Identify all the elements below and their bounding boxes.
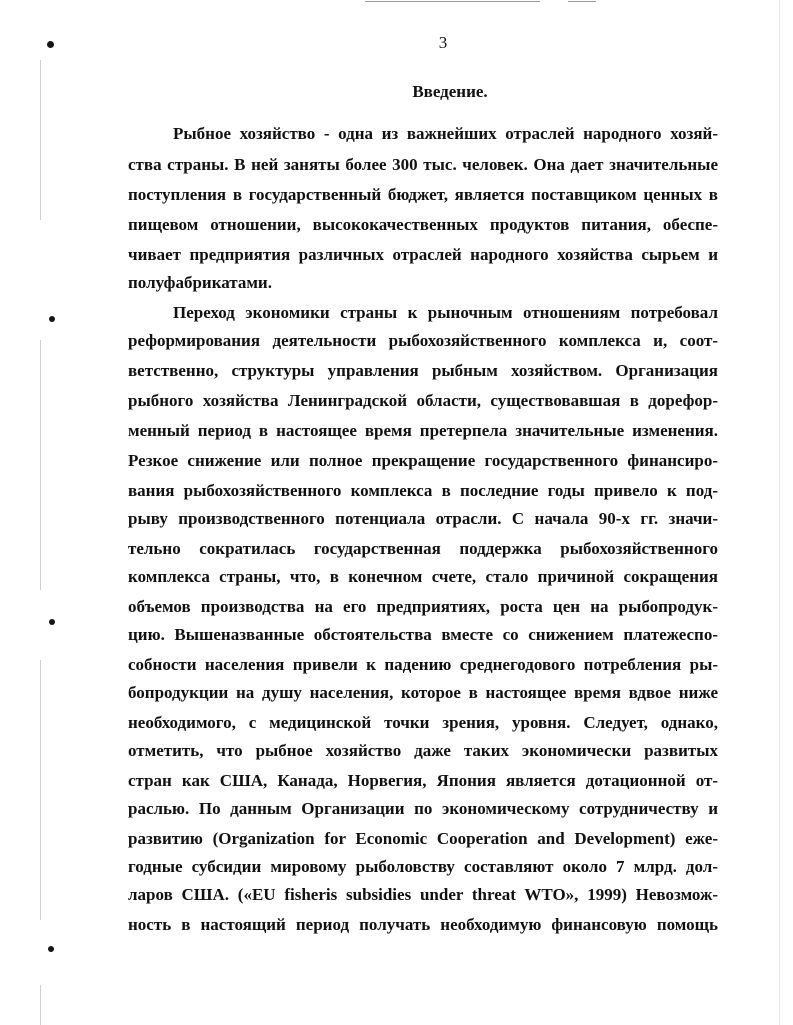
text-line: годные субсидии мировому рыболовству составляют около 7 млрд. дол- [128, 857, 718, 876]
text-line: менный период в настоящее время претерпела значительные изменения. [128, 421, 718, 440]
text-line: ветственно, структуры управления рыбным хозяйством. Организация [128, 361, 718, 380]
left-margin-line [40, 660, 41, 920]
binding-hole-mark [49, 619, 55, 625]
text-line: Переход экономики страны к рыночным отношениям потребовал [173, 303, 718, 322]
text-line: отметить, что рыбное хозяйство даже таких экономически развитых [128, 741, 718, 760]
left-margin-line [40, 985, 41, 1025]
top-scan-edge-line [365, 1, 540, 2]
text-line: цию. Вышеназванные обстоятельства вместе со снижением платежеспо- [128, 625, 718, 644]
left-margin-line [40, 60, 41, 220]
text-line: поступления в государственный бюджет, является поставщиком ценных в [128, 185, 718, 204]
text-line: вания рыбохозяйственного комплекса в последние годы привело к под- [128, 481, 718, 500]
text-line: необходимого, с медицинской точки зрения, уровня. Следует, однако, [128, 713, 718, 732]
binding-hole-mark [49, 316, 55, 322]
text-line: ства страны. В ней заняты более 300 тыс. человек. Она дает значительные [128, 155, 718, 174]
text-line: Резкое снижение или полное прекращение государственного финансиро- [128, 451, 718, 470]
text-line: пищевом отношении, высококачественных продуктов питания, обеспе- [128, 215, 718, 234]
text-line: Рыбное хозяйство - одна из важнейших отраслей народного хозяй- [173, 124, 718, 143]
text-line: тельно сократилась государственная поддержка рыбохозяйственного [128, 539, 718, 558]
text-line: собности населения привели к падению среднегодового потребления ры- [128, 655, 718, 674]
binding-hole-mark [48, 946, 54, 952]
section-title: Введение. [412, 82, 488, 101]
text-line: чивает предприятия различных отраслей народного хозяйства сырьем и [128, 245, 718, 264]
text-line: бопродукции на душу населения, которое в настоящее время вдвое ниже [128, 683, 718, 702]
top-scan-edge-line-short [568, 1, 596, 2]
right-scan-edge-line [779, 0, 780, 1025]
text-line: рыву производственного потенциала отрасли. С начала 90-х гг. значи- [128, 509, 718, 528]
left-margin-line [40, 340, 41, 590]
text-line: рыбного хозяйства Ленинградской области, существовавшая в дорефор- [128, 391, 718, 410]
text-line: развитию (Organization for Economic Cooperation and Development) еже- [128, 829, 718, 848]
binding-hole-mark [47, 41, 54, 48]
text-line: ность в настоящий период получать необходимую финансовую помощь [128, 915, 718, 934]
text-line: стран как США, Канада, Норвегия, Япония является дотационной от- [128, 771, 718, 790]
text-line: раслью. По данным Организации по экономическому сотрудничеству и [128, 799, 718, 818]
text-line: полуфабрикатами. [128, 273, 272, 292]
text-line: объемов производства на его предприятиях, роста цен на рыбопродук- [128, 597, 718, 616]
text-line: реформирования деятельности рыбохозяйственного комплекса и, соот- [128, 331, 718, 350]
text-line: ларов США. («EU fisheris subsidies under threat WTO», 1999) Невозмож- [128, 885, 718, 904]
page-number: 3 [438, 33, 448, 52]
text-line: комплекса страны, что, в конечном счете, стало причиной сокращения [128, 567, 718, 586]
